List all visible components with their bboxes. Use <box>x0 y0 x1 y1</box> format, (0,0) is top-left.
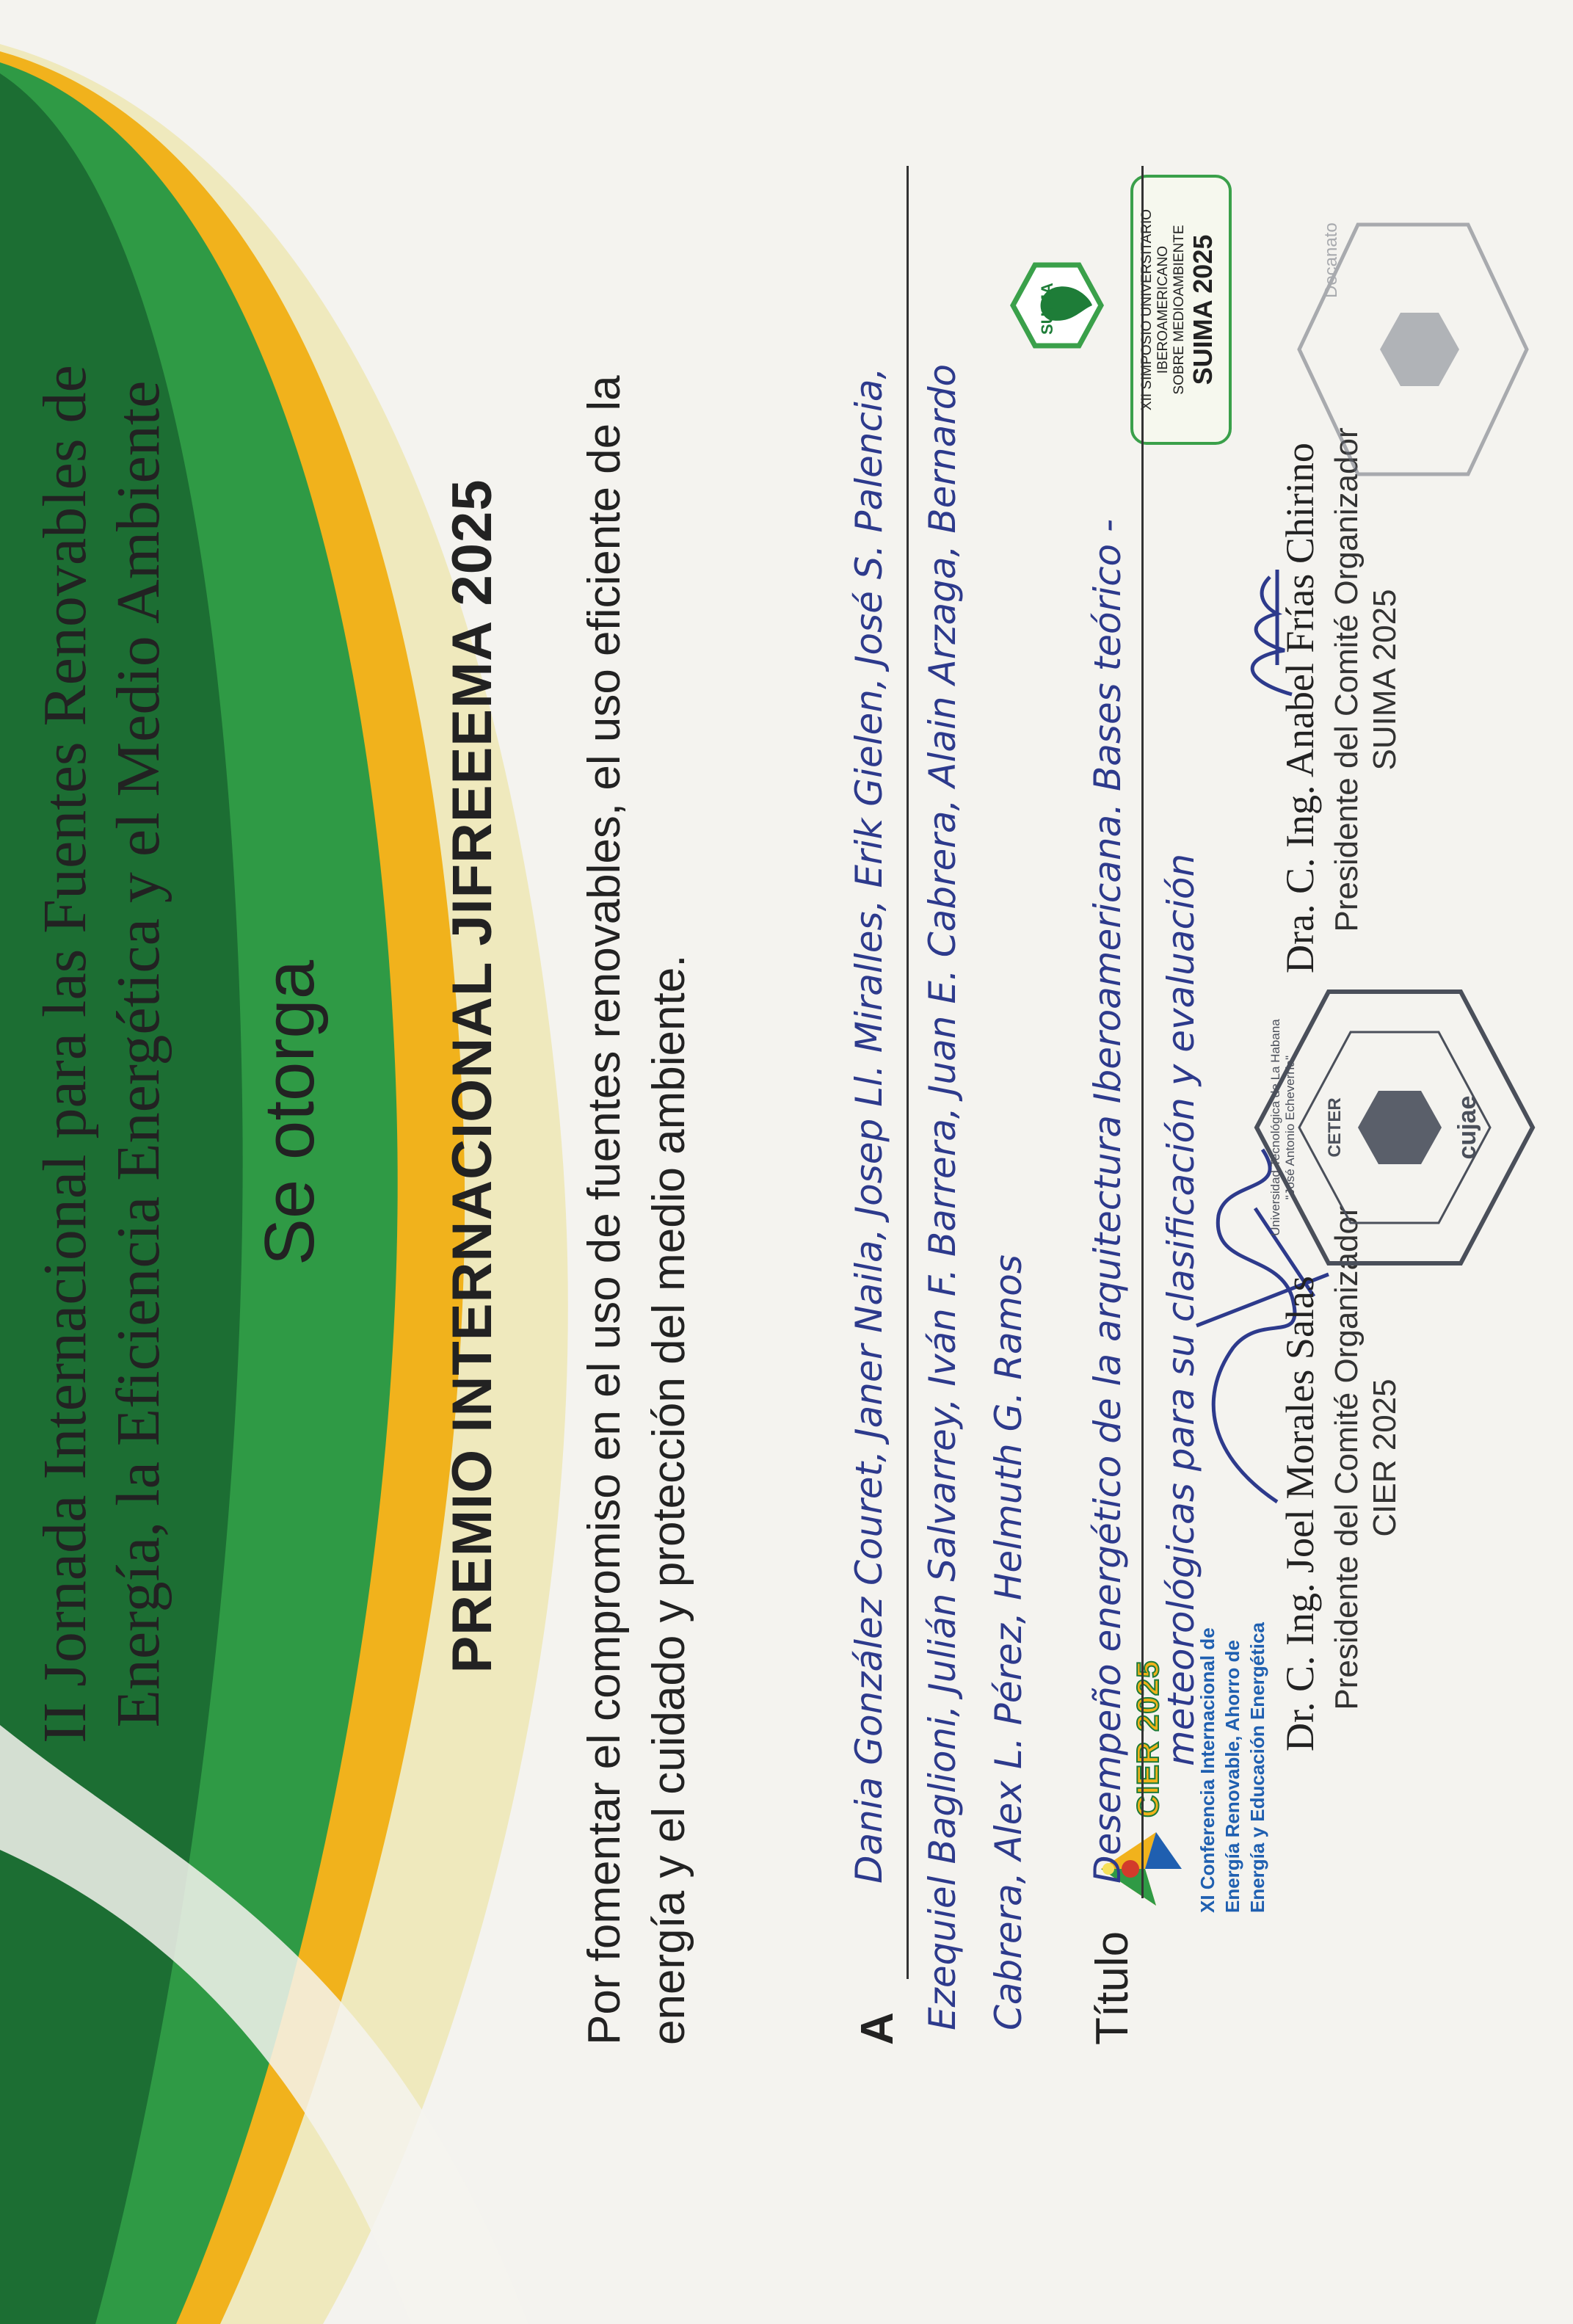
cujae-stamp-top: CETER <box>1325 1097 1345 1158</box>
suima-hexagon-icon <box>1006 254 1116 357</box>
suima-line1: XII SIMPOSIO UNIVERSITARIO IBEROAMERICANO <box>1139 208 1171 411</box>
cier-line2: Energía Renovable, Ahorro de <box>1221 1640 1243 1913</box>
suima-box <box>1130 175 1232 445</box>
suima-emblem <box>1006 254 1116 357</box>
recipients-underline <box>907 166 909 1979</box>
award-reason <box>573 173 702 2045</box>
right-signatory-org: SUIMA 2025 <box>1367 589 1403 771</box>
recipients-line1: Dania González Couret, Janer Naila, Josep Ll. Miralles, Erik Gielen, José S. Palencia, <box>848 367 890 1884</box>
page-title-line2: Energía, la Eficiencia Energética y el Medio Ambiente <box>104 380 172 1728</box>
suima-line3: SUIMA 2025 <box>1188 234 1218 385</box>
recipients-line2: Ezequiel Baglioni, Julián Salvarrey, Iván F. Barrera, Juan E. Cabrera, Alain Arzaga, Bernardo <box>921 363 964 2030</box>
recipients-label: A <box>852 2012 903 2045</box>
work-title-line2: meteorológicas para su clasificación y evaluación <box>1160 853 1202 1766</box>
cier-line1: XI Conferencia Internacional de <box>1196 1627 1218 1913</box>
work-title-line1: Desempeño energético de la arquitectura Iberoamericana. Bases teórico - <box>1086 518 1129 1884</box>
cujae-stamp-bottom: cujae <box>1453 1095 1481 1160</box>
left-signatory-name: Dr. C. Ing. Joel Morales Salas <box>1278 1276 1322 1751</box>
cier-name: CIER 2025 <box>1130 1660 1165 1818</box>
left-signatory-role: Presidente del Comité Organizador <box>1329 1205 1365 1710</box>
recipients-line3: Cabrera, Alex L. Pérez, Helmuth G. Ramos <box>987 1254 1030 2030</box>
cujae-stamp <box>1248 973 1541 1282</box>
decanato-stamp-text: Decanato <box>1321 222 1341 298</box>
right-signatory-name: Dra. C. Ing. Anabel Frías Chirino <box>1278 443 1322 973</box>
se-otorga: Se otorga <box>250 959 329 1266</box>
title-underline <box>1141 166 1144 1898</box>
cier-line3: Energía y Educación Energética <box>1246 1622 1268 1913</box>
page-title-line1: II Jornada Internacional para las Fuentes Renovables de <box>31 365 99 1743</box>
suima-badge: SUIMA <box>1038 283 1056 335</box>
left-signatory-org: CIER 2025 <box>1367 1379 1403 1537</box>
decanato-stamp <box>1292 210 1534 489</box>
right-signatory-role: Presidente del Comité Organizador <box>1329 427 1365 932</box>
suima-line2: SOBRE MEDIOAMBIENTE <box>1171 225 1187 395</box>
award-title: PREMIO INTERNACIONAL JIFREEEMA 2025 <box>441 479 504 1674</box>
cujae-stamp-ring-text: Universidad Tecnológica de La Habana "José Antonio Echeverría" <box>1268 1019 1297 1236</box>
reason-line1: Por fomentar el compromiso en el uso de fuentes renovables, el uso eficiente de la <box>579 375 630 2045</box>
reason-line2: energía y el cuidado y protección del medio ambiente. <box>644 954 694 2045</box>
title-label: Título <box>1087 1931 1138 2045</box>
